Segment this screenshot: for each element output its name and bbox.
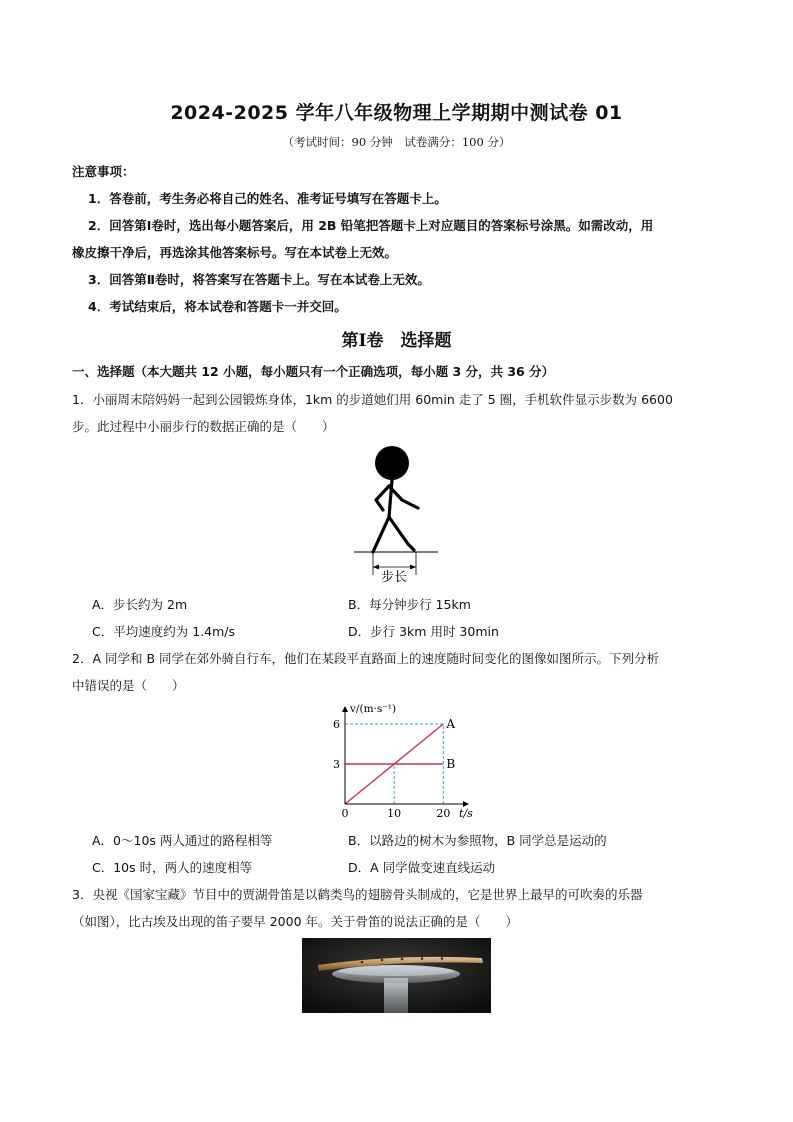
x-tick-label: 0 xyxy=(341,807,349,820)
question-3-stem: 3．央视《国家宝藏》节目中的贾湖骨笛是以鹤类鸟的翅膀骨头制成的，它是世界上最早的可吹奏的乐器 xyxy=(72,887,643,902)
x-tick-label: 10 xyxy=(387,807,402,820)
question-1-option-c: C．平均速度约为 1.4m/s xyxy=(92,624,235,639)
exam-info: （考试时间：90 分钟 试卷满分：100 分） xyxy=(282,135,511,149)
notes-heading: 注意事项： xyxy=(72,164,135,179)
question-3-stem: （如图），比古埃及出现的笛子要早 2000 年。关于骨笛的说法正确的是（ ） xyxy=(72,914,519,929)
bone-flute-photo xyxy=(302,938,491,1013)
question-2-stem: 2．A 同学和 B 同学在郊外骑自行车，他们在某段平直路面上的速度随时间变化的图像如图所示。下列分析 xyxy=(72,651,660,666)
y-tick-label: 3 xyxy=(333,758,340,771)
question-1-option-a: A．步长约为 2m xyxy=(92,597,188,612)
question-1-option-d: D．步行 3km 用时 30min xyxy=(348,624,499,639)
y-tick-label: 6 xyxy=(333,718,340,731)
question-2-option-d: D．A 同学做变速直线运动 xyxy=(348,860,496,875)
question-1-stem: 1．小丽周末陪妈妈一起到公园锻炼身体，1km 的步道她们用 60min 走了 5 圈，手机软件显示步数为 6600 xyxy=(72,392,673,407)
note-item: 橡皮擦干净后，再选涂其他答案标号。写在本试卷上无效。 xyxy=(72,245,398,260)
series-label-b: B xyxy=(446,757,456,771)
velocity-time-chart xyxy=(325,698,473,823)
note-item: 1．答卷前，考生务必将自己的姓名、准考证号填写在答题卡上。 xyxy=(88,191,447,206)
note-item: 3．回答第Ⅱ卷时，将答案写在答题卡上。写在本试卷上无效。 xyxy=(88,272,430,287)
question-2-option-b: B．以路边的树木为参照物，B 同学总是运动的 xyxy=(348,833,607,848)
y-axis-label: v/(m·s⁻¹) xyxy=(350,703,397,715)
figure-head xyxy=(375,446,409,480)
note-item: 2．回答第Ⅰ卷时，选出每小题答案后，用 2B 铅笔把答题卡上对应题目的答案标号涂黑。如需改动，用 xyxy=(88,218,654,233)
section-title: 第Ⅰ卷 选择题 xyxy=(341,331,452,351)
question-2-option-a: A．0～10s 两人通过的路程相等 xyxy=(92,833,273,848)
y-axis-arrow xyxy=(342,706,348,712)
page-title: 2024-2025 学年八年级物理上学期期中测试卷 01 xyxy=(170,102,623,124)
question-1-stem: 步。此过程中小丽步行的数据正确的是（ ） xyxy=(72,419,335,434)
series-label-a: A xyxy=(446,717,456,731)
x-tick-label: 20 xyxy=(436,807,451,820)
question-1-option-b: B．每分钟步行 15km xyxy=(348,597,471,612)
x-axis-label: t/s xyxy=(459,807,473,820)
part-heading: 一、选择题（本大题共 12 小题，每小题只有一个正确选项，每小题 3 分，共 36 分） xyxy=(72,364,555,379)
question-2-option-c: C．10s 时，两人的速度相等 xyxy=(92,860,253,875)
step-length-label: 步长 xyxy=(380,570,408,585)
note-item: 4．考试结束后，将本试卷和答题卡一并交回。 xyxy=(88,299,347,314)
stick-figure-illustration xyxy=(350,440,442,585)
question-2-stem: 中错误的是（ ） xyxy=(72,678,185,693)
